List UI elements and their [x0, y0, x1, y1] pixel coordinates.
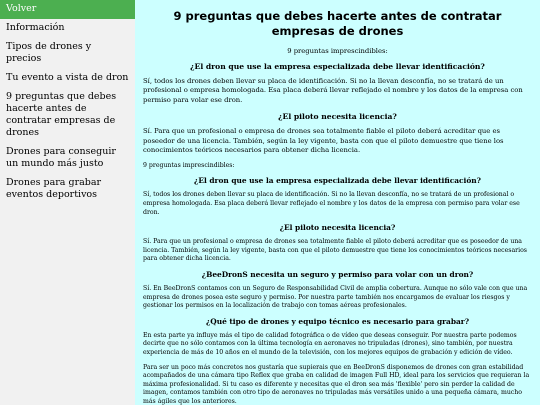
question-heading: ¿El piloto necesita licencia? [278, 112, 397, 122]
questions-section [143, 162, 532, 405]
answer-paragraph: En esta parte ya influye más el tipo de calidad fotográfica o de vídeo que deseas conseguir. Por nuestra parte podemos decirte que no sólo contamos con la última tecnología en aeronaves no tripuladas (drones), sino también, por nuestra experiencia de más de 10 años en el mundo de la televisión, con los mejores equipos de grabación y edición de vídeo. [143, 331, 517, 356]
question-heading: ¿Qué tipo de drones y equipo técnico es necesario para grabar? [205, 316, 470, 326]
intro-text: 9 preguntas imprescindibles: [287, 47, 388, 55]
answer-paragraph: Para ser un poco más concretos nos gustaría que supierais que en BeeDronS disponemos de drones con gran estabilidad acompañados de una cámara tipo Reflex que graba en calidad de imagen Full HD, ideal para los servicios que requieran la máxima profesionalidad. Si tu caso es diferente y necesitas que el dron sea más 'flexible' pero sin perder la calidad de imagen, contamos también con otro tipo de aeronaves no tripuladas más versátiles unido a una pequeña cámara, mucho más ágiles que los anteriores. [143, 363, 530, 405]
answer-paragraph: Sí. En BeeDronS contamos con un Seguro de Responsabilidad Civil de amplia cobertura. Aunque no sólo vale con que una empresa de drones posea este seguro y permiso. Por nuestra parte también nos encargamos de evaluar los riesgos y gestionar los permisos en la localización de trabajo con tomas aéreas profesionales. [143, 285, 528, 310]
answer-paragraph: Sí. Para que un profesional o empresa de drones sea totalmente fiable el piloto deberá acreditar que es poseedor de una licencia. También, según la ley vigente, basta con que el piloto demuestre que tiene los conocimientos teóricos necesarios para obtener dicha licencia. [143, 127, 504, 155]
sidebar-item-9-preguntas[interactable]: 9 preguntas que debes hacerte antes de contratar empresas de drones [6, 91, 117, 138]
sidebar-item-eventos-deportivos[interactable]: Drones para grabar eventos deportivos [6, 177, 102, 200]
main-content [135, 0, 540, 405]
sidebar [0, 0, 135, 405]
page-title: 9 preguntas que debes hacerte antes de contratar empresas de drones [173, 9, 502, 38]
sidebar-item-mundo-justo[interactable]: Drones para conseguir un mundo más justo [6, 146, 116, 169]
question-heading: ¿El dron que use la empresa especializada debe llevar identificación? [190, 62, 485, 71]
answer-paragraph: Sí. Para que un profesional o empresa de drones sea totalmente fiable el piloto deberá acreditar que es poseedor de una licencia. También, según la ley vigente, basta con que el piloto demuestre que tiene los conocimientos teóricos necesarios para obtener dicha licencia. [143, 238, 527, 263]
sidebar-item-evento[interactable]: Tu evento a vista de dron [6, 72, 129, 83]
sidebar-item-tipos-drones[interactable]: Tipos de drones y precios [6, 41, 92, 64]
sidebar-item-volver[interactable]: Volver [0, 0, 135, 19]
sidebar-item-informacion[interactable]: Información [6, 22, 65, 33]
answer-paragraph: Sí, todos los drones deben llevar su placa de identificación. Si no la llevan desconfía, no se tratará de un profesional o empresa homologada. Esa placa deberá llevar reflejado el nombre y los datos de la empresa con permiso para volar ese dron. [143, 191, 520, 216]
question-heading: ¿El piloto necesita licencia? [279, 223, 396, 233]
answer-paragraph: Sí, todos los drones deben llevar su placa de identificación. Si no la llevan desconfía, no se tratará de un profesional o empresa homologada. Esa placa deberá llevar reflejado el nombre y los datos de la empresa con permiso para volar ese dron. [143, 77, 523, 104]
intro-text: 9 preguntas imprescindibles: [143, 162, 235, 170]
question-heading: ¿El dron que use la empresa especializada debe llevar identificación? [194, 176, 481, 186]
question-heading: ¿BeeDronS necesita un seguro y permiso para volar con un dron? [201, 270, 474, 279]
